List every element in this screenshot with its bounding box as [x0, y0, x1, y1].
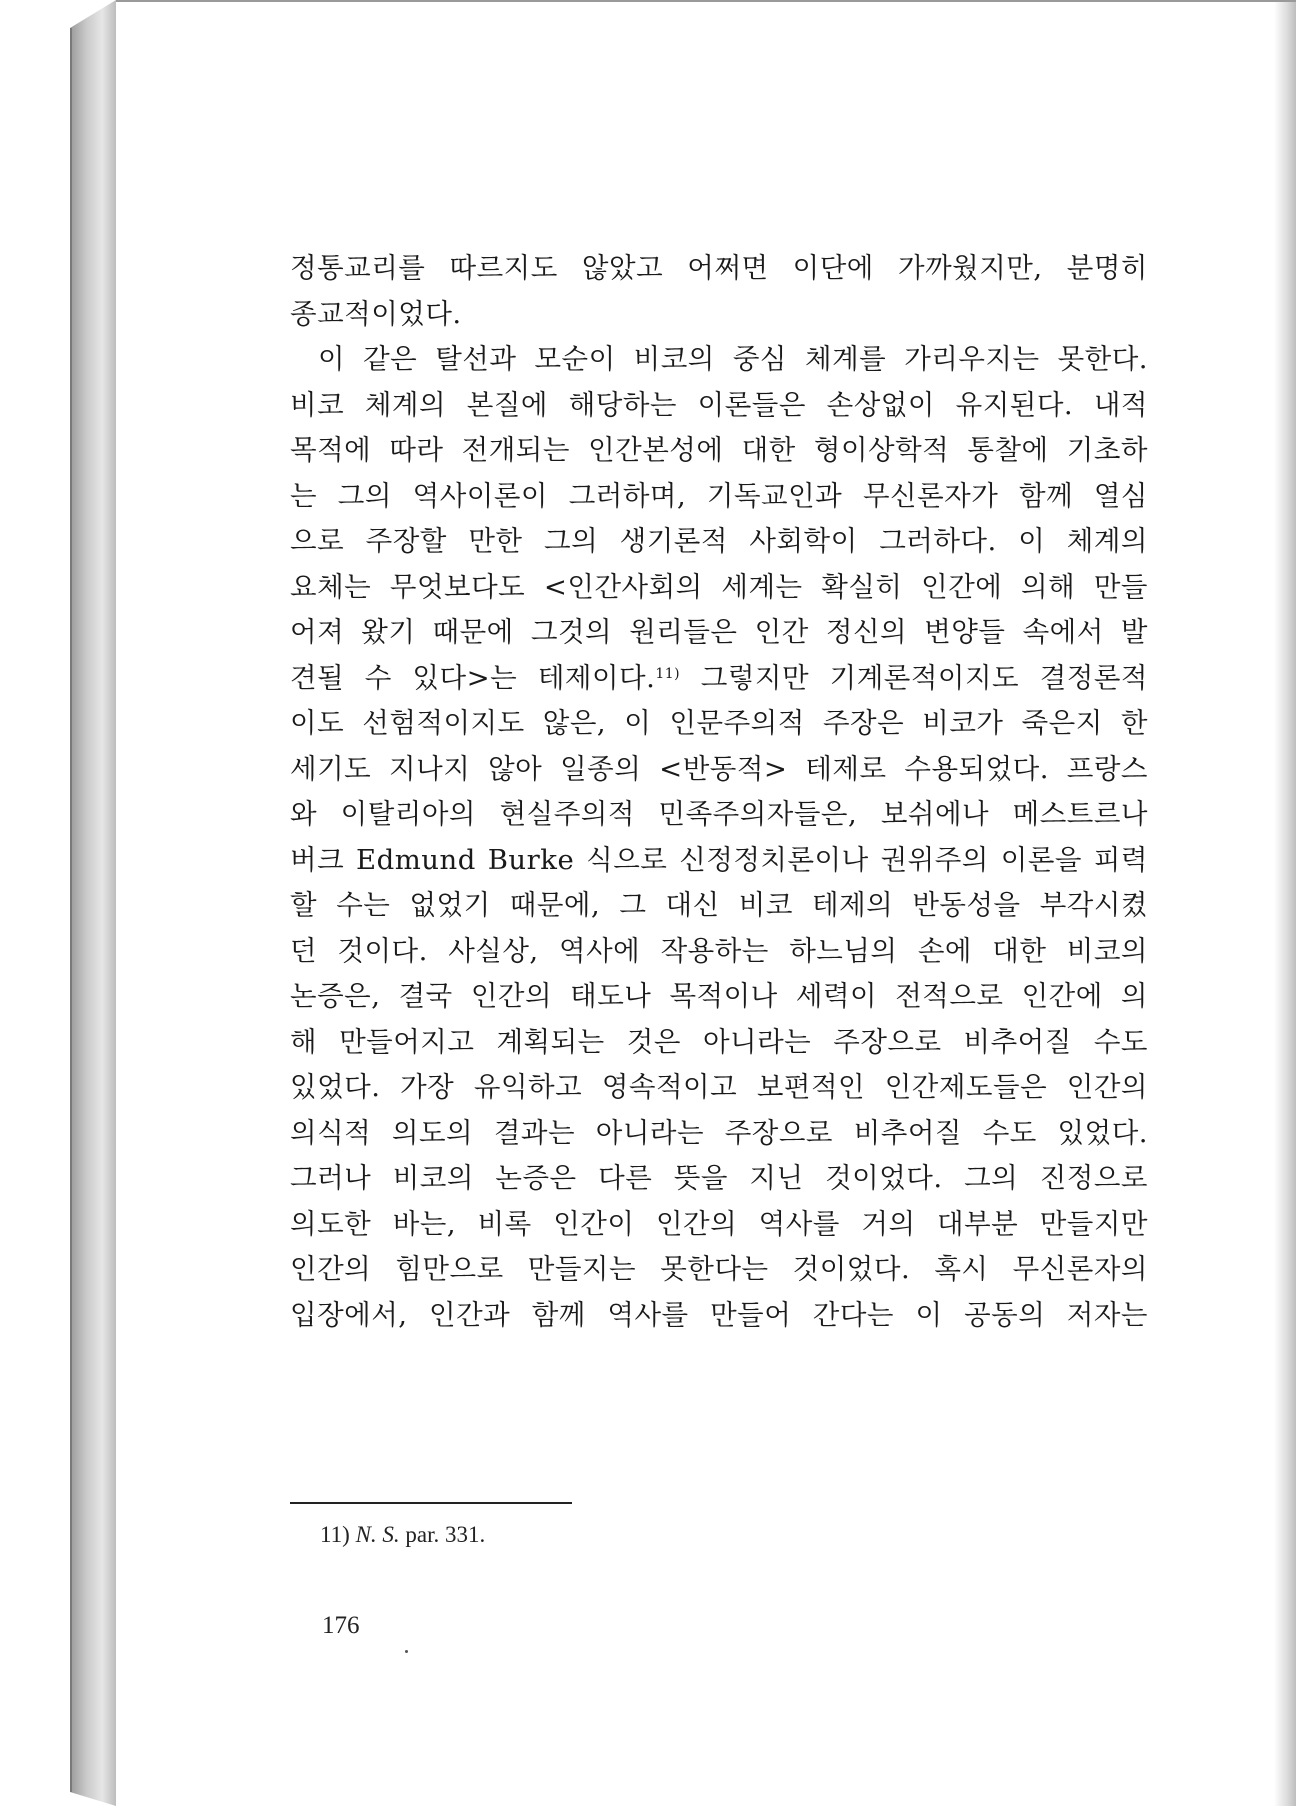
text-line: 어져 왔기 때문에 그것의 원리들은 인간 정신의 변양들 속에서 발 — [290, 616, 1148, 648]
footnote-divider — [290, 1502, 572, 1504]
text-line: 종교적이었다. — [290, 297, 462, 330]
text-line — [290, 656, 1148, 702]
text-line: 그러나 비코의 논증은 다른 뜻을 지닌 것이었다. 그의 진정으로 — [290, 1162, 1148, 1194]
text-line: 으로 주장할 만한 그의 생기론적 사회학이 그러하다. 이 체계의 — [290, 525, 1148, 557]
footnote-ref: 11) — [655, 665, 681, 682]
text-line: 입장에서, 인간과 함께 역사를 만들어 간다는 이 공동의 저자는 — [290, 1298, 1148, 1331]
text-line: 세기도 지나지 않아 일종의 <반동적> 테제로 수용되었다. 프랑스 — [290, 752, 1148, 785]
print-speck — [405, 1650, 408, 1653]
text-line: 해 만들어지고 계획되는 것은 아니라는 주장으로 비추어질 수도 — [290, 1025, 1148, 1058]
text-line: 논증은, 결국 인간의 태도나 목적이나 세력이 전적으로 인간에 의 — [290, 980, 1148, 1012]
text-line: 비코 체계의 본질에 해당하는 이론들은 손상없이 유지된다. 내적 — [290, 388, 1148, 421]
body-text — [290, 246, 1148, 1338]
text-line: 버크 Edmund Burke 식으로 신정정치론이나 권위주의 이론을 피력 — [290, 843, 1148, 876]
page-edge-shadow — [1274, 2, 1296, 1806]
page-number: 176 — [322, 1612, 360, 1639]
text-segment: 그렇지만 기계론적이지도 결정론적 — [680, 661, 1148, 694]
spine-edge — [70, 28, 72, 1792]
text-line: 요체는 무엇보다도 <인간사회의 세계는 확실히 인간에 의해 만들 — [290, 570, 1148, 603]
text-line: 와 이탈리아의 현실주의적 민족주의자들은, 보쉬에나 메스트르나 — [290, 798, 1148, 830]
footnote-text: par. 331. — [405, 1522, 486, 1547]
footnote-number: 11) — [320, 1522, 350, 1547]
text-line: 의식적 의도의 결과는 아니라는 주장으로 비추어질 수도 있었다. — [290, 1116, 1148, 1149]
text-line: 의도한 바는, 비록 인간이 인간의 역사를 거의 대부분 만들지만 — [290, 1207, 1148, 1240]
footnote — [320, 1522, 485, 1548]
text-line: 인간의 힘만으로 만들지는 못한다는 것이었다. 혹시 무신론자의 — [290, 1253, 1148, 1285]
text-line: 이도 선험적이지도 않은, 이 인문주의적 주장은 비코가 죽은지 한 — [290, 707, 1148, 739]
book-spine — [70, 0, 116, 1806]
text-line: 이 같은 탈선과 모순이 비코의 중심 체계를 가리우지는 못한다. — [318, 343, 1148, 375]
text-line: 할 수는 없었기 때문에, 그 대신 비코 테제의 반동성을 부각시켰 — [290, 889, 1148, 921]
text-line: 정통교리를 따르지도 않았고 어쩌면 이단에 가까웠지만, 분명히 — [290, 252, 1148, 284]
text-line: 던 것이다. 사실상, 역사에 작용하는 하느님의 손에 대한 비코의 — [290, 934, 1148, 967]
text-line: 있었다. 가장 유익하고 영속적이고 보편적인 인간제도들은 인간의 — [290, 1071, 1148, 1103]
text-line: 는 그의 역사이론이 그러하며, 기독교인과 무신론자가 함께 열심 — [290, 479, 1148, 512]
footnote-source: N. S. — [355, 1522, 400, 1547]
text-line: 목적에 따라 전개되는 인간본성에 대한 형이상학적 통찰에 기초하 — [290, 434, 1148, 466]
text-segment: 견될 수 있다>는 테제이다. — [290, 661, 656, 694]
